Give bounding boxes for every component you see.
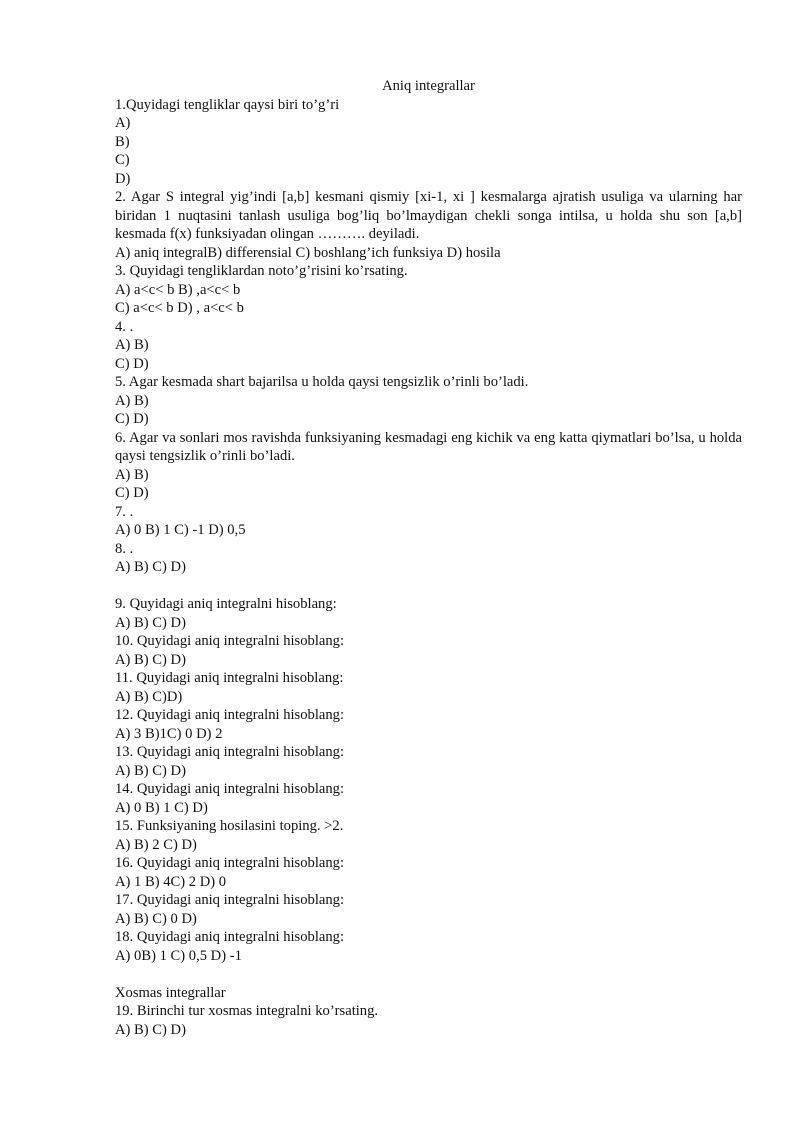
q1-option-d: D)	[115, 170, 131, 187]
q9-options: A) B) C) D)	[115, 614, 186, 631]
q3-options-row1: A) a<c< b B) ,a<c< b	[115, 281, 241, 298]
question-4: 4. .	[115, 318, 134, 335]
question-18: 18. Quyidagi aniq integralni hisoblang:	[115, 929, 345, 945]
q5-options-row1: A) B)	[115, 392, 149, 409]
section-heading: Xosmas integrallar	[115, 984, 226, 1001]
document-page	[115, 77, 742, 1039]
q5-options-row2: C) D)	[115, 411, 149, 427]
question-19: 19. Birinchi tur xosmas integralni ko’rsating.	[115, 1003, 379, 1019]
question-6: 6. Agar va sonlari mos ravishda funksiyaning kesmadagi eng kichik va eng katta qiymatlari bo’lsa, u holda qaysi tengsizlik o’rinli bo’ladi.	[115, 429, 742, 464]
q15-options: A) B) 2 C) D)	[115, 836, 197, 853]
question-16: 16. Quyidagi aniq integralni hisoblang:	[115, 855, 345, 871]
q13-options: A) B) C) D)	[115, 762, 186, 779]
blank-line	[115, 965, 742, 984]
q17-options: A) B) C) 0 D)	[115, 910, 197, 927]
q19-options: A) B) C) D)	[115, 1021, 186, 1038]
question-11: 11. Quyidagi aniq integralni hisoblang:	[115, 670, 344, 686]
question-5: 5. Agar kesmada shart bajarilsa u holda qaysi tengsizlik o’rinli bo’ladi.	[115, 374, 529, 390]
q12-options: A) 3 B)1C) 0 D) 2	[115, 725, 223, 742]
question-2: 2. Agar S integral yig’indi [a,b] kesmani qismiy [xi-1, xi ] kesmalarga ajratish usuliga va ularning har biridan 1 nuqtasini tanlash usuliga bog’liq bo’lmaydigan chekli songa intilsa, u holda shu son [a,b] kesmada f(x) funksiyadan olingan ………. deyiladi.	[115, 189, 742, 242]
blank-line	[115, 577, 742, 596]
question-15: 15. Funksiyaning hosilasini toping. >2.	[115, 818, 344, 834]
q18-options: A) 0B) 1 C) 0,5 D) -1	[115, 947, 242, 964]
question-8: 8. .	[115, 540, 134, 557]
q11-options: A) B) C)D)	[115, 688, 183, 705]
q4-options-row2: C) D)	[115, 355, 149, 372]
q1-option-b: B)	[115, 133, 130, 150]
question-9: 9. Quyidagi aniq integralni hisoblang:	[115, 596, 337, 612]
question-3: 3. Quyidagi tengliklardan noto’g’risini ko’rsating.	[115, 263, 408, 279]
q8-options: A) B) C) D)	[115, 559, 186, 575]
q7-options: A) 0 B) 1 C) -1 D) 0,5	[115, 522, 246, 538]
question-10: 10. Quyidagi aniq integralni hisoblang:	[115, 633, 345, 649]
q10-options: A) B) C) D)	[115, 651, 186, 668]
question-14: 14. Quyidagi aniq integralni hisoblang:	[115, 781, 345, 797]
question-17: 17. Quyidagi aniq integralni hisoblang:	[115, 892, 345, 908]
q3-options-row2: C) a<c< b D) , a<c< b	[115, 300, 244, 316]
question-1: 1.Quyidagi tengliklar qaysi biri to’g’ri	[115, 96, 340, 113]
q2-options: A) aniq integralB) differensial C) boshlang’ich funksiya D) hosila	[115, 244, 501, 261]
q1-option-c: C)	[115, 152, 130, 168]
q16-options: A) 1 B) 4C) 2 D) 0	[115, 873, 227, 890]
question-7: 7. .	[115, 503, 134, 520]
q6-options-row2: C) D)	[115, 485, 149, 501]
q6-options-row1: A) B)	[115, 466, 149, 483]
q4-options-row1: A) B)	[115, 337, 149, 353]
question-12: 12. Quyidagi aniq integralni hisoblang:	[115, 707, 345, 723]
q1-option-a: A)	[115, 115, 131, 131]
q14-options: A) 0 B) 1 C) D)	[115, 799, 208, 816]
document-title: Aniq integrallar	[382, 78, 475, 94]
question-13: 13. Quyidagi aniq integralni hisoblang:	[115, 744, 345, 760]
